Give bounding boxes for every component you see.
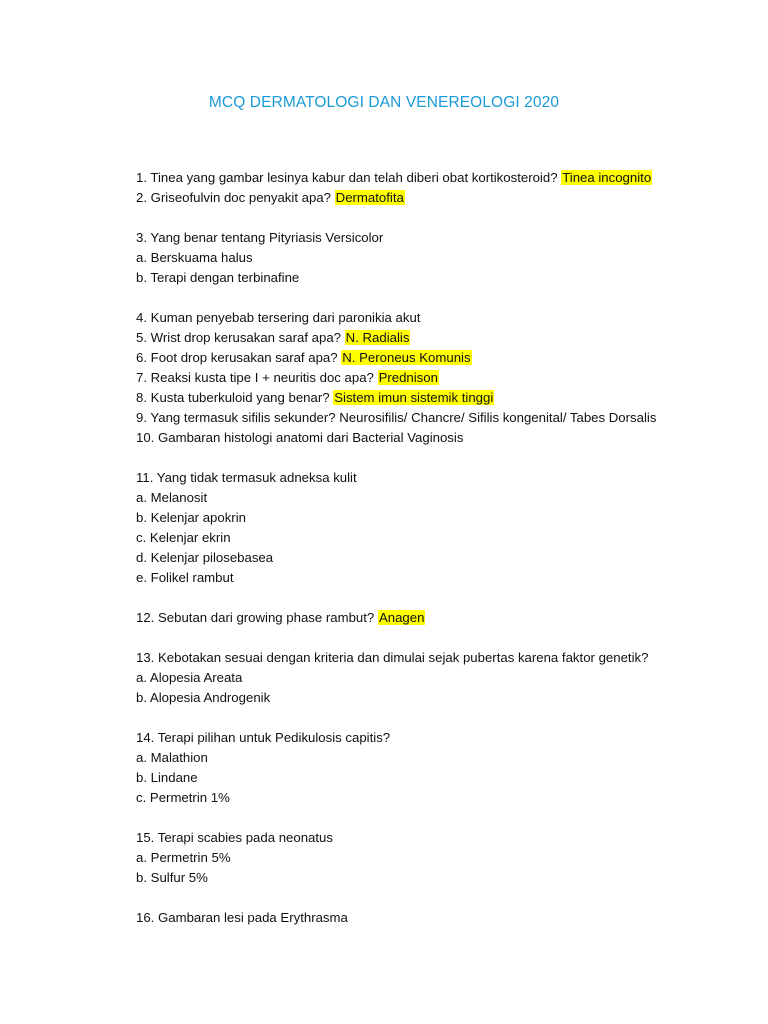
- question-text: 2. Griseofulvin doc penyakit apa?: [136, 190, 331, 205]
- question-9: [136, 408, 756, 428]
- spacer: [136, 888, 756, 908]
- question-8: [136, 388, 756, 408]
- option-text: a. Malathion: [136, 750, 208, 765]
- option-line: [136, 568, 756, 588]
- question-6: [136, 348, 756, 368]
- option-text: d. Kelenjar pilosebasea: [136, 550, 274, 565]
- option-text: b. Lindane: [136, 770, 198, 785]
- question-4: [136, 308, 756, 328]
- question-text: 11. Yang tidak termasuk adneksa kulit: [136, 470, 357, 485]
- highlighted-answer: N. Radialis: [345, 330, 410, 345]
- option-line: [136, 868, 756, 888]
- question-14: [136, 728, 756, 748]
- spacer: [136, 208, 756, 228]
- question-7: [136, 368, 756, 388]
- question-15: [136, 828, 756, 848]
- spacer: [136, 588, 756, 608]
- question-5: [136, 328, 756, 348]
- question-text: 6. Foot drop kerusakan saraf apa?: [136, 350, 338, 365]
- highlighted-answer: Tinea incognito: [562, 170, 652, 185]
- question-text: 4. Kuman penyebab tersering dari paronikia akut: [136, 310, 421, 325]
- highlighted-answer: Prednison: [378, 370, 438, 385]
- spacer: [136, 448, 756, 468]
- document-title: MCQ DERMATOLOGI DAN VENEREOLOGI 2020: [208, 94, 560, 111]
- question-11: [136, 468, 756, 488]
- option-text: a. Melanosit: [136, 490, 208, 505]
- question-2: [136, 188, 756, 208]
- option-text: c. Permetrin 1%: [136, 790, 230, 805]
- option-text: a. Alopesia Areata: [136, 670, 243, 685]
- question-text: 10. Gambaran histologi anatomi dari Bacterial Vaginosis: [136, 430, 464, 445]
- option-line: [136, 748, 756, 768]
- option-text: a. Berskuama halus: [136, 250, 253, 265]
- spacer: [136, 708, 756, 728]
- question-16: [136, 908, 756, 928]
- question-10: [136, 428, 756, 448]
- spacer: [136, 288, 756, 308]
- question-1: [136, 168, 756, 188]
- highlighted-answer: Anagen: [378, 610, 425, 625]
- option-line: [136, 528, 756, 548]
- question-text: 15. Terapi scabies pada neonatus: [136, 830, 333, 845]
- option-line: [136, 268, 756, 288]
- question-text: 9. Yang termasuk sifilis sekunder? Neurosifilis/ Chancre/ Sifilis kongenital/ Tabes Dorsalis: [136, 410, 657, 425]
- question-text: 14. Terapi pilihan untuk Pedikulosis capitis?: [136, 730, 391, 745]
- question-13: [136, 648, 756, 668]
- option-line: [136, 548, 756, 568]
- question-12: [136, 608, 756, 628]
- question-text: 1. Tinea yang gambar lesinya kabur dan telah diberi obat kortikosteroid?: [136, 170, 558, 185]
- option-line: [136, 488, 756, 508]
- question-text: 3. Yang benar tentang Pityriasis Versicolor: [136, 230, 384, 245]
- option-text: a. Permetrin 5%: [136, 850, 231, 865]
- option-line: [136, 688, 756, 708]
- option-line: [136, 848, 756, 868]
- question-text: 16. Gambaran lesi pada Erythrasma: [136, 910, 348, 925]
- option-line: [136, 768, 756, 788]
- highlighted-answer: Sistem imun sistemik tinggi: [334, 390, 494, 405]
- question-text: 12. Sebutan dari growing phase rambut?: [136, 610, 375, 625]
- question-text: 5. Wrist drop kerusakan saraf apa?: [136, 330, 341, 345]
- option-line: [136, 668, 756, 688]
- highlighted-answer: Dermatofita: [335, 190, 404, 205]
- option-text: b. Terapi dengan terbinafine: [136, 270, 300, 285]
- option-text: e. Folikel rambut: [136, 570, 234, 585]
- highlighted-answer: N. Peroneus Komunis: [342, 350, 471, 365]
- question-list: [136, 168, 756, 928]
- option-line: [136, 248, 756, 268]
- question-text: 8. Kusta tuberkuloid yang benar?: [136, 390, 330, 405]
- question-text: 7. Reaksi kusta tipe I + neuritis doc apa?: [136, 370, 374, 385]
- option-text: b. Kelenjar apokrin: [136, 510, 246, 525]
- option-text: c. Kelenjar ekrin: [136, 530, 231, 545]
- option-text: b. Alopesia Androgenik: [136, 690, 271, 705]
- question-3: [136, 228, 756, 248]
- option-text: b. Sulfur 5%: [136, 870, 208, 885]
- option-line: [136, 508, 756, 528]
- spacer: [136, 628, 756, 648]
- spacer: [136, 808, 756, 828]
- question-text: 13. Kebotakan sesuai dengan kriteria dan dimulai sejak pubertas karena faktor genetik?: [136, 650, 649, 665]
- option-line: [136, 788, 756, 808]
